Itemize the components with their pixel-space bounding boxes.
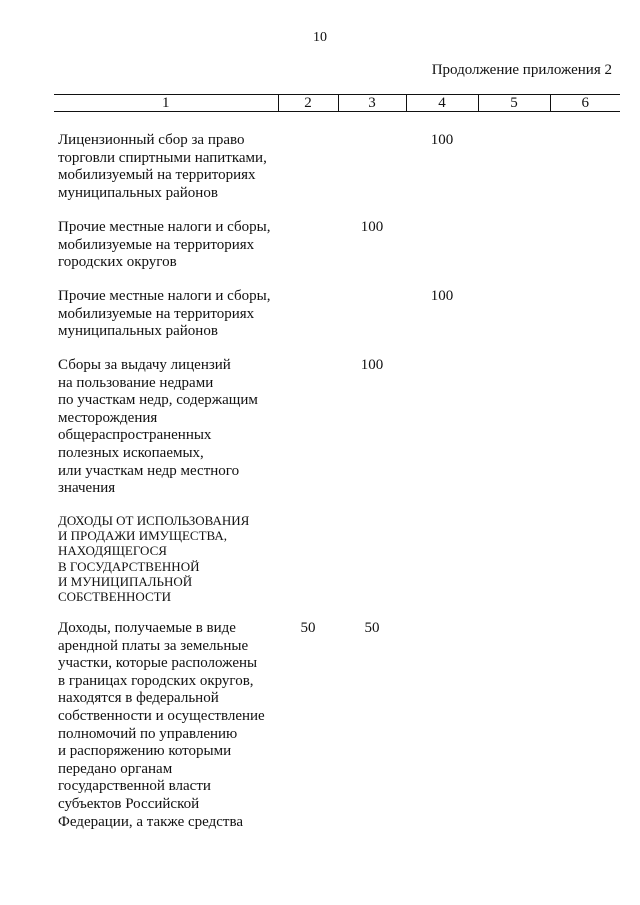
row-name-line: мобилизуемые на территориях xyxy=(58,305,255,322)
section-heading-line: И МУНИЦИПАЛЬНОЙ xyxy=(58,573,193,589)
column-header-table xyxy=(54,94,620,112)
row-name-line: или участкам недр местного xyxy=(58,462,240,479)
row-name-line: мобилизуемые на территориях xyxy=(58,236,255,253)
cell-col-4: 100 xyxy=(430,132,454,148)
column-header-row xyxy=(54,95,620,112)
continuation-heading: Продолжение приложения 2 xyxy=(431,62,612,78)
section-heading xyxy=(58,513,288,604)
row-name-line: Лицензионный сбор за право xyxy=(58,132,245,148)
row-name-line: передано органам xyxy=(58,760,173,777)
row-name-line: на пользование недрами xyxy=(58,374,214,391)
row-name-line: торговли спиртными напитками, xyxy=(58,149,267,166)
row-name-line: общераспространенных xyxy=(58,427,212,444)
column-header-4: 4 xyxy=(406,95,478,112)
row-name-line: государственной власти xyxy=(58,778,211,795)
row-name-line: в границах городских округов, xyxy=(58,672,254,689)
row-name-line: муниципальных районов xyxy=(58,323,218,340)
row-name-line: субъектов Российской xyxy=(58,795,200,812)
row-name-line: Федерации, а также средства xyxy=(58,813,244,830)
row-name-line: собственности и осуществление xyxy=(58,707,265,724)
cell-col-2: 50 xyxy=(300,620,316,636)
row-name-line: Прочие местные налоги и сборы, xyxy=(58,219,271,235)
section-heading-line: СОБСТВЕННОСТИ xyxy=(58,589,171,605)
row-name xyxy=(58,132,288,202)
column-header-5: 5 xyxy=(478,95,550,112)
row-name-line: участки, которые расположены xyxy=(58,655,258,672)
row-name-line: Доходы, получаемые в виде xyxy=(58,620,236,636)
column-header-6: 6 xyxy=(550,95,620,112)
row-name xyxy=(58,357,288,498)
row-name xyxy=(58,288,288,341)
row-name-line: месторождения xyxy=(58,409,158,426)
row-name-line: арендной платы за земельные xyxy=(58,637,249,654)
section-heading-line: В ГОСУДАРСТВЕННОЙ xyxy=(58,558,200,574)
row-name-line: Прочие местные налоги и сборы, xyxy=(58,288,271,304)
row-name-line: значения xyxy=(58,480,116,497)
column-header-1: 1 xyxy=(54,95,278,112)
row-name xyxy=(58,219,288,272)
section-heading-line: ДОХОДЫ ОТ ИСПОЛЬЗОВАНИЯ xyxy=(58,513,250,528)
cell-col-4: 100 xyxy=(430,288,454,304)
column-header-2: 2 xyxy=(278,95,338,112)
row-name-line: находятся в федеральной xyxy=(58,690,219,707)
row-name-line: полномочий по управлению xyxy=(58,725,238,742)
row-name-line: городских округов xyxy=(58,254,177,271)
row-name xyxy=(58,620,288,831)
row-name-line: по участкам недр, содержащим xyxy=(58,392,258,409)
section-heading-line: НАХОДЯЩЕГОСЯ xyxy=(58,543,167,559)
row-name-line: муниципальных районов xyxy=(58,184,218,201)
column-header-3: 3 xyxy=(338,95,406,112)
row-name-line: и распоряжению которыми xyxy=(58,743,232,760)
section-heading-line: И ПРОДАЖИ ИМУЩЕСТВА, xyxy=(58,528,228,544)
cell-col-3: 100 xyxy=(360,357,384,373)
row-name-line: полезных ископаемых, xyxy=(58,444,204,461)
page-number: 10 xyxy=(313,30,327,45)
row-name-line: Сборы за выдачу лицензий xyxy=(58,357,231,373)
row-name-line: мобилизуемый на территориях xyxy=(58,167,256,184)
cell-col-3: 50 xyxy=(364,620,380,636)
cell-col-3: 100 xyxy=(360,219,384,235)
